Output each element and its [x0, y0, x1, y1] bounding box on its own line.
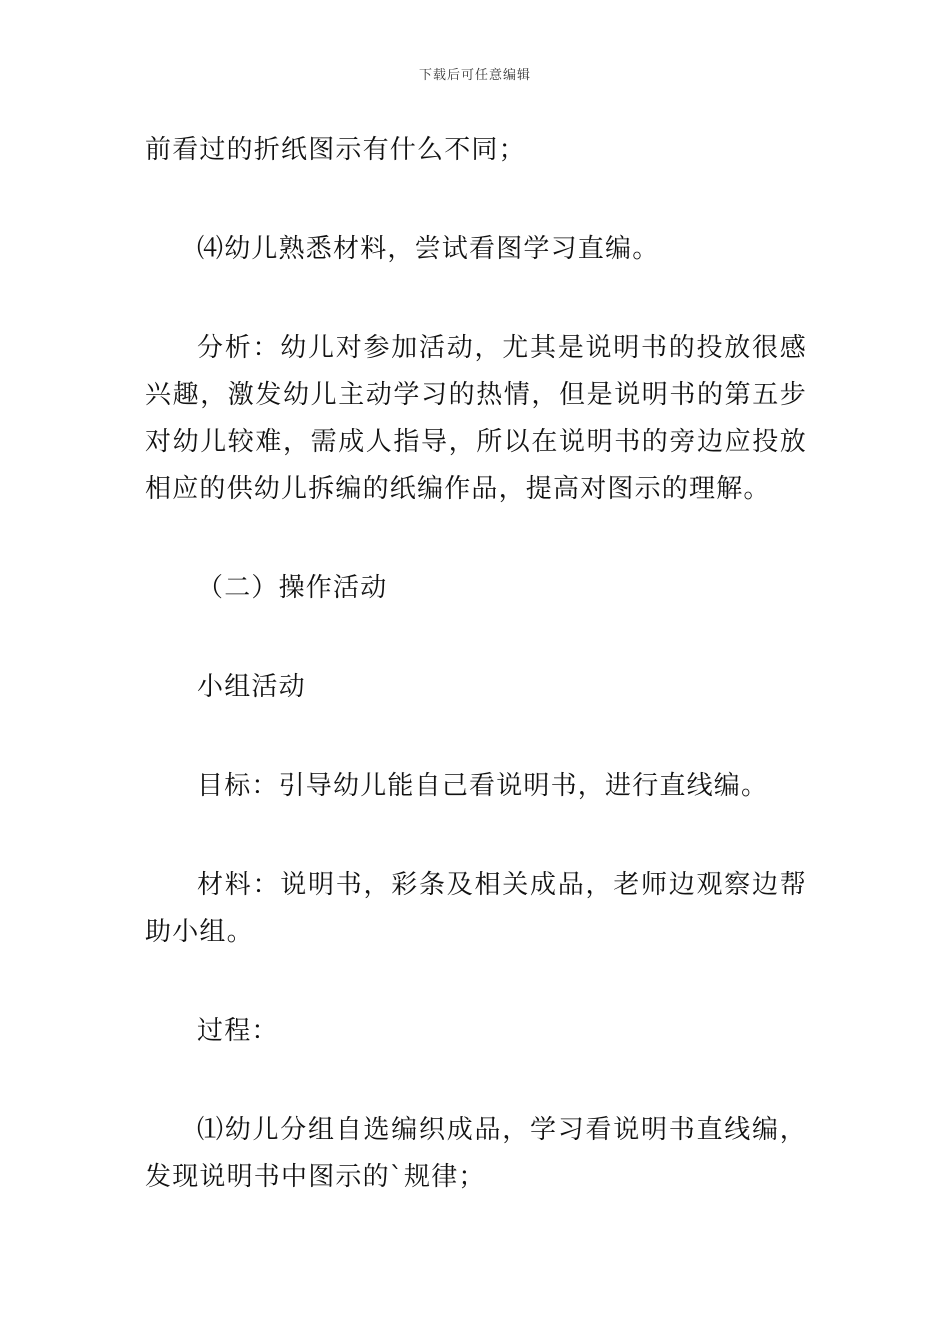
paragraph-step-1: ⑴幼儿分组自选编织成品，学习看说明书直线编，发现说明书中图示的`规律；	[145, 1115, 807, 1192]
subheading-group-activity: 小组活动	[197, 672, 306, 702]
paragraph-step-4: ⑷幼儿熟悉材料，尝试看图学习直编。	[197, 234, 660, 264]
paragraph-goal: 目标：引导幼儿能自己看说明书，进行直线编。	[197, 771, 769, 801]
paragraph-continuation: 前看过的折纸图示有什么不同；	[145, 135, 526, 165]
page-header: 下载后可任意编辑	[418, 68, 531, 83]
document-body	[145, 127, 807, 1201]
section-heading-operation: （二）操作活动	[197, 573, 388, 603]
paragraph-materials: 材料：说明书，彩条及相关成品，老师边观察边帮助小组。	[145, 870, 807, 947]
paragraph-analysis: 分析：幼儿对参加活动，尤其是说明书的投放很感兴趣，激发幼儿主动学习的热情，但是说明书的第五步对幼儿较难，需成人指导，所以在说明书的旁边应投放相应的供幼儿拆编的纸编作品，提高对图示的理解。	[145, 333, 807, 504]
paragraph-process: 过程：	[197, 1016, 279, 1046]
